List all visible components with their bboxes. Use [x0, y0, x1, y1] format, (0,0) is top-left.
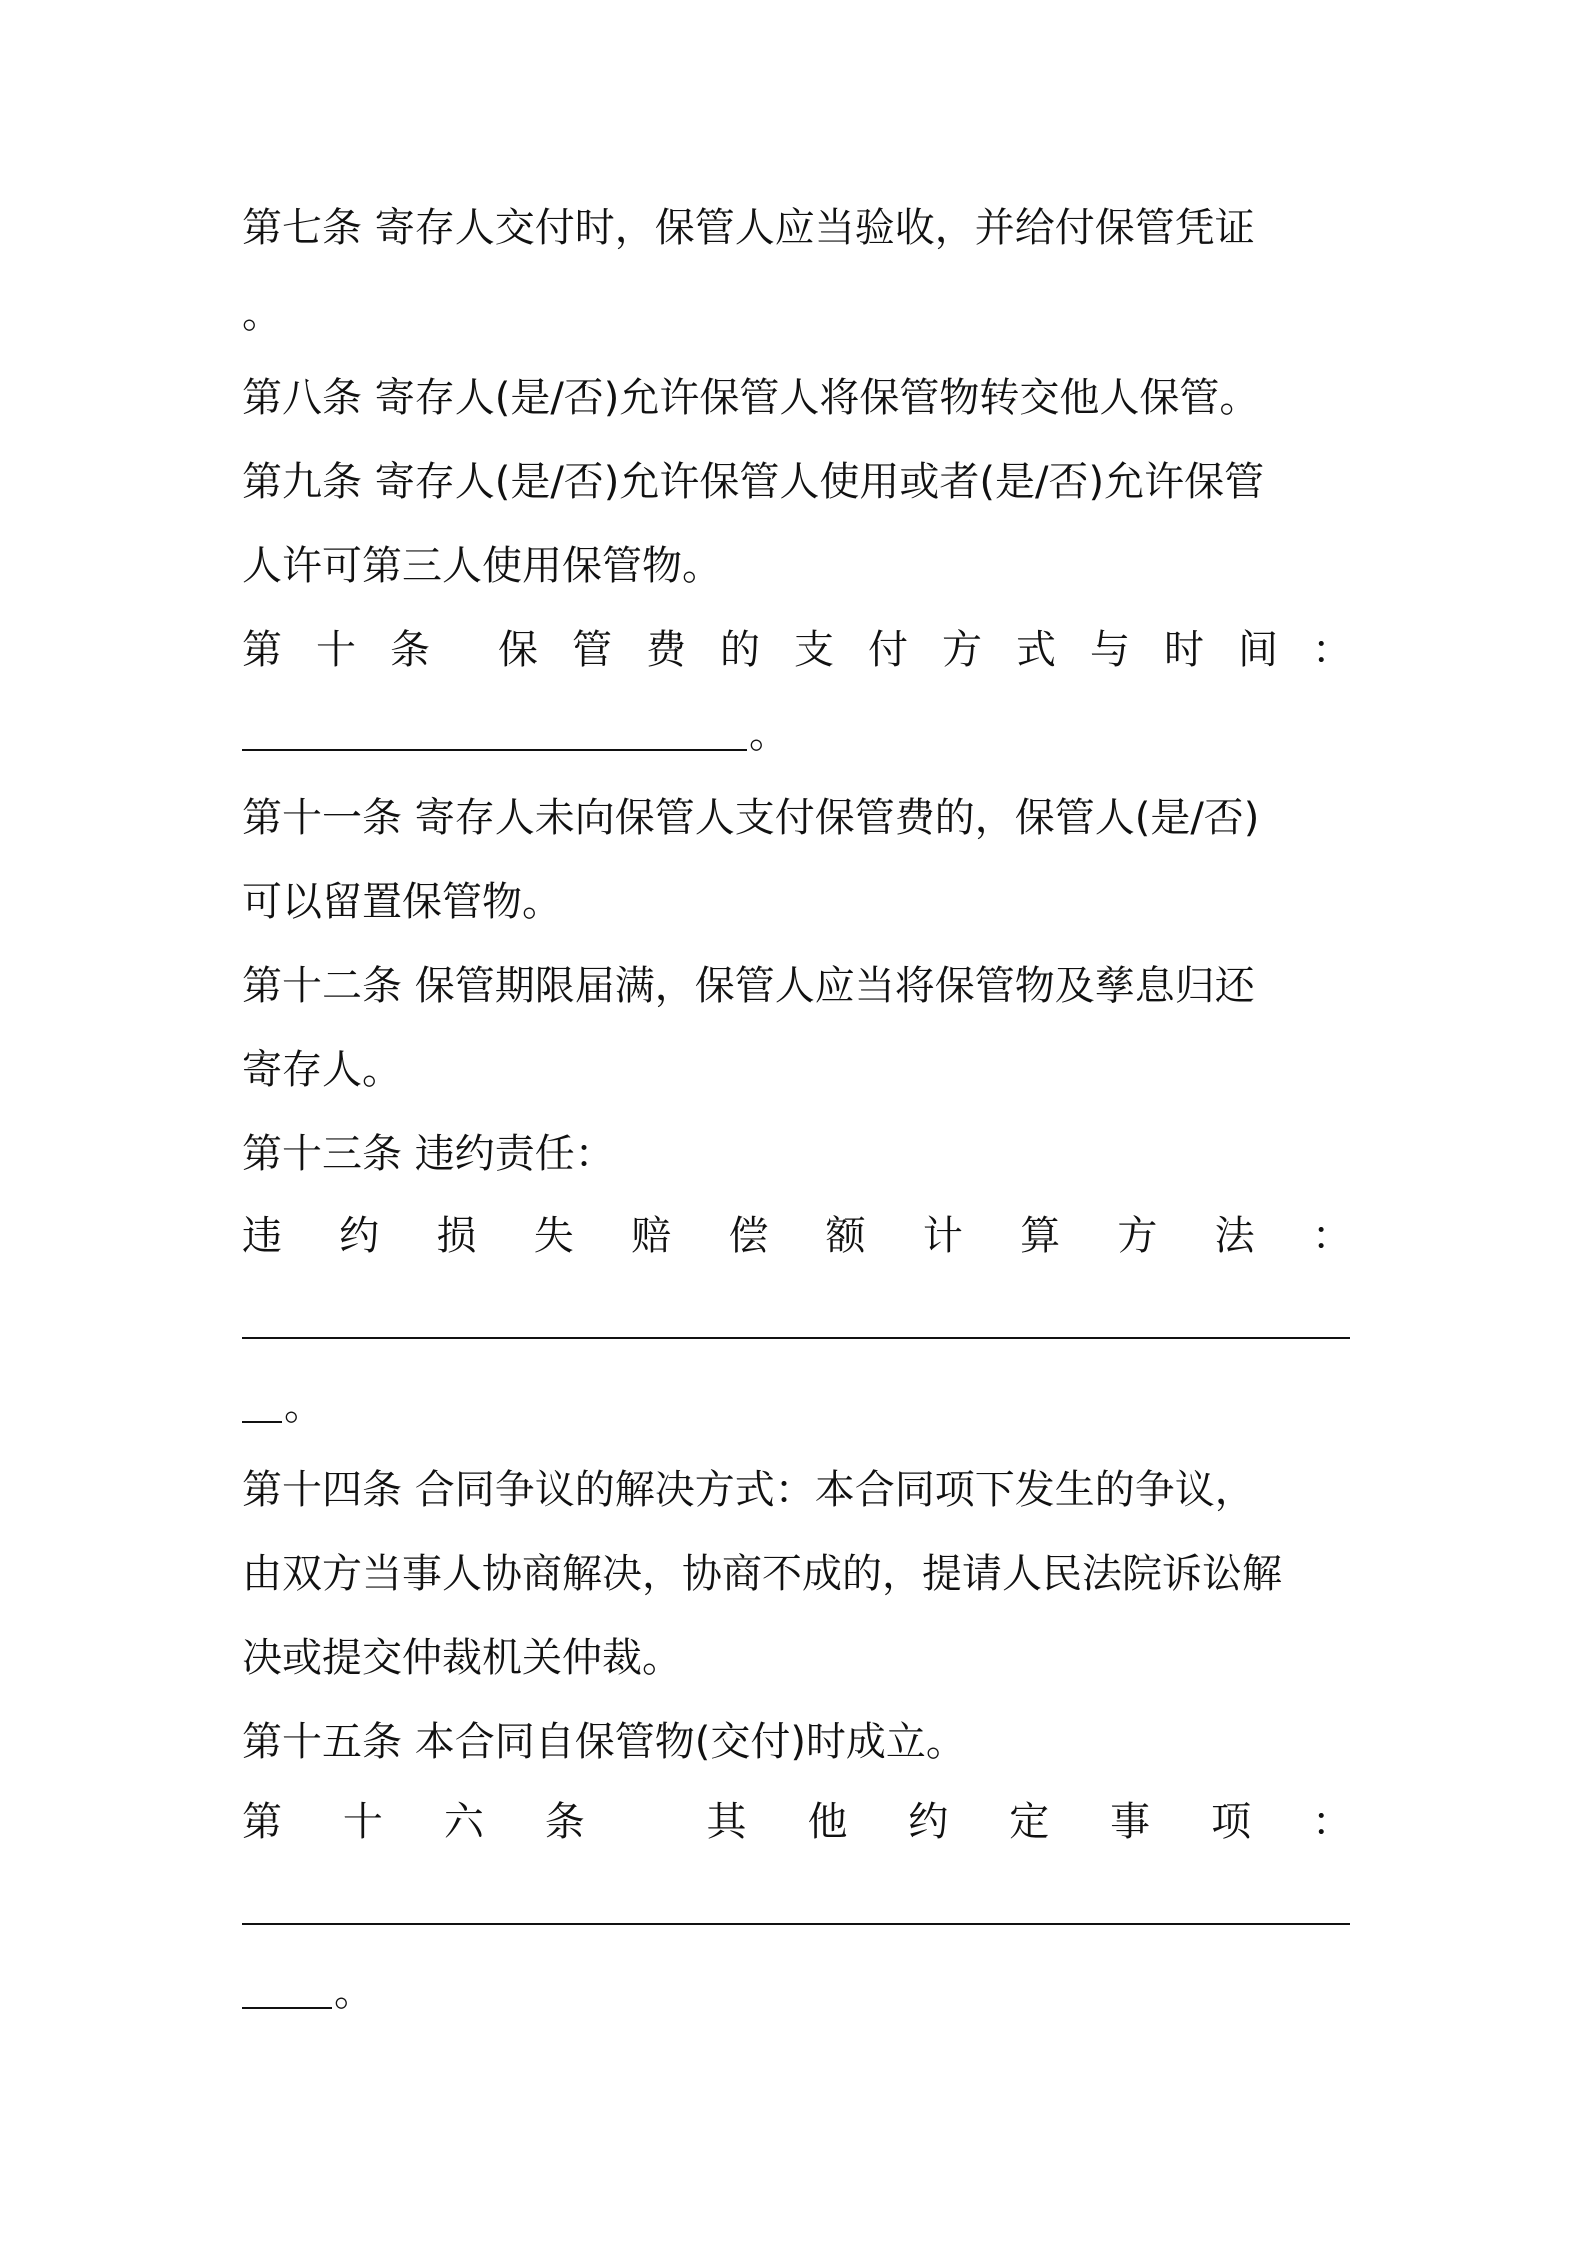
clause-11-line-1 — [242, 788, 1259, 848]
clause-16-char: 约 — [908, 1799, 949, 1845]
clause-16-char: 十 — [342, 1799, 383, 1845]
clause-10-char: 条 — [390, 627, 430, 673]
clause-11-text: 第十一条 寄存人未向保管人支付保管费的，保管人(是/否) — [242, 795, 1260, 841]
clause-10-char: 时 — [1164, 627, 1204, 673]
damages-blank-line-1 — [242, 1292, 1352, 1352]
fill-in-blank[interactable] — [242, 749, 747, 751]
clause-14-line-2 — [242, 1544, 1282, 1604]
fill-in-blank[interactable] — [242, 1421, 282, 1423]
clause-10-char: 费 — [646, 627, 686, 673]
clause-16-heading — [242, 1792, 1352, 1852]
clause-16-char: 其 — [706, 1799, 747, 1845]
clause-7-text: 第七条 寄存人交付时，保管人应当验收，并给付保管凭证 — [242, 205, 1255, 251]
damages-char: 偿 — [728, 1213, 769, 1259]
clause-15 — [242, 1712, 966, 1772]
clause-16-blank-line-1 — [242, 1878, 1352, 1938]
damages-period: 。 — [284, 1383, 324, 1429]
clause-16-char: 项 — [1211, 1799, 1252, 1845]
clause-10-char: 间 — [1238, 627, 1278, 673]
clause-8 — [242, 368, 1259, 428]
clause-10-char: 的 — [720, 627, 760, 673]
clause-10-char: 十 — [316, 627, 356, 673]
damages-char: 法 — [1214, 1213, 1255, 1259]
clause-15-text: 第十五条 本合同自保管物(交付)时成立。 — [242, 1719, 966, 1765]
damages-char: 方 — [1117, 1213, 1158, 1259]
clause-10-blank-line — [242, 704, 789, 764]
clause-13-heading — [242, 1124, 615, 1184]
clause-9-text-cont: 人许可第三人使用保管物。 — [242, 543, 722, 589]
damages-char: 额 — [825, 1213, 866, 1259]
damages-blank-line-2 — [242, 1376, 324, 1436]
clause-10-char: 管 — [572, 627, 612, 673]
clause-7-line-2 — [242, 284, 282, 344]
damages-char: 损 — [436, 1213, 477, 1259]
clause-14-line-1 — [242, 1460, 1255, 1520]
clause-10-heading — [242, 620, 1352, 680]
clause-12-line-1 — [242, 956, 1255, 1016]
damages-char: 计 — [922, 1213, 963, 1259]
clause-10-char: 保 — [498, 627, 538, 673]
clause-16-char: ： — [1311, 1799, 1352, 1845]
clause-10-char: 支 — [794, 627, 834, 673]
clause-13-text: 第十三条 违约责任： — [242, 1131, 615, 1177]
damages-char: ： — [1311, 1213, 1352, 1259]
clause-9-line-1 — [242, 452, 1264, 512]
clause-10-char: ： — [1312, 627, 1352, 673]
clause-9-line-2 — [242, 536, 722, 596]
clause-16-blank-line-2 — [242, 1962, 374, 2022]
clause-16-char: 定 — [1009, 1799, 1050, 1845]
clause-12-text-cont: 寄存人。 — [242, 1047, 402, 1093]
clause-12-line-2 — [242, 1040, 402, 1100]
clause-14-line-3 — [242, 1628, 682, 1688]
clause-16-char: 条 — [544, 1799, 585, 1845]
clause-10-char: 付 — [868, 627, 908, 673]
clause-16-char: 第 — [242, 1799, 282, 1845]
damages-char: 赔 — [631, 1213, 672, 1259]
damages-char: 违 — [242, 1213, 282, 1259]
damages-char: 失 — [533, 1213, 574, 1259]
clause-10-char: 式 — [1016, 627, 1056, 673]
clause-10-char: 与 — [1090, 627, 1130, 673]
fill-in-blank[interactable] — [242, 1337, 1350, 1339]
clause-7-period: 。 — [242, 291, 282, 337]
clause-16-char: 六 — [443, 1799, 484, 1845]
clause-14-text-cont: 由双方当事人协商解决，协商不成的，提请人民法院诉讼解 — [242, 1551, 1282, 1597]
clause-16-period: 。 — [334, 1969, 374, 2015]
damages-char: 约 — [339, 1213, 380, 1259]
damages-char: 算 — [1020, 1213, 1061, 1259]
damages-method-heading — [242, 1206, 1352, 1266]
clause-10-period: 。 — [749, 711, 789, 757]
clause-10-char: 第 — [242, 627, 282, 673]
clause-9-text: 第九条 寄存人(是/否)允许保管人使用或者(是/否)允许保管 — [242, 459, 1265, 505]
fill-in-blank[interactable] — [242, 1923, 1350, 1925]
fill-in-blank[interactable] — [242, 2007, 332, 2009]
clause-11-text-cont: 可以留置保管物。 — [242, 879, 562, 925]
clause-14-text: 第十四条 合同争议的解决方式：本合同项下发生的争议， — [242, 1467, 1255, 1513]
clause-16-char: 他 — [807, 1799, 848, 1845]
clause-14-text-end: 决或提交仲裁机关仲裁。 — [242, 1635, 682, 1681]
clause-11-line-2 — [242, 872, 562, 932]
clause-16-char: 事 — [1110, 1799, 1151, 1845]
clause-8-text: 第八条 寄存人(是/否)允许保管人将保管物转交他人保管。 — [242, 375, 1260, 421]
clause-12-text: 第十二条 保管期限届满，保管人应当将保管物及孳息归还 — [242, 963, 1255, 1009]
clause-7-line-1 — [242, 198, 1255, 258]
clause-10-char: 方 — [942, 627, 982, 673]
